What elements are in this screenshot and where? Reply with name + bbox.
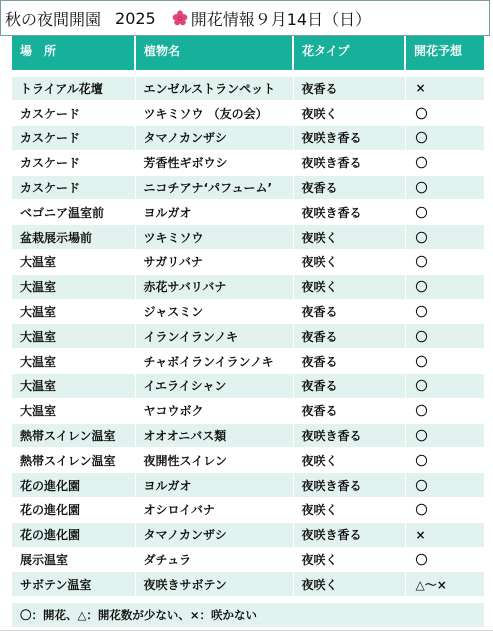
cell-plant-name: ヨルガオ [135, 200, 293, 225]
cell-location: サボテン温室 [12, 572, 135, 597]
table-row [12, 150, 484, 175]
table-row [12, 572, 484, 597]
table-row [12, 448, 484, 473]
cell-plant-name: ツキミソウ [135, 225, 293, 250]
cell-bloom-forecast: 〇 [405, 250, 484, 275]
column-header-flower-type: 花タイプ [293, 36, 405, 70]
cell-location: 展示温室 [12, 547, 135, 572]
cell-plant-name: オシロイバナ [135, 498, 293, 523]
table-row [12, 423, 484, 448]
cell-plant-name: ダチュラ [135, 547, 293, 572]
cell-location: 大温室 [12, 250, 135, 275]
table-header-row [12, 36, 484, 70]
cell-bloom-forecast: 〇 [405, 398, 484, 423]
cell-location: 熱帯スイレン温室 [12, 423, 135, 448]
table-row [12, 374, 484, 399]
cell-location: 花の進化園 [12, 473, 135, 498]
cell-bloom-forecast: 〇 [405, 473, 484, 498]
cell-bloom-forecast: 〇 [405, 547, 484, 572]
cell-location: 花の進化園 [12, 522, 135, 547]
cell-bloom-forecast: 〇 [405, 349, 484, 374]
cell-bloom-forecast: 〇 [405, 274, 484, 299]
cell-flower-type: 夜咲き香る [293, 423, 405, 448]
column-header-plant: 植物名 [135, 36, 293, 70]
bloom-info-label: 開花情報９月14日（日） [190, 9, 372, 29]
table-row [12, 76, 484, 101]
cell-flower-type: 夜咲く [293, 274, 405, 299]
page-title: 秋の夜間開園 [5, 9, 102, 29]
cell-bloom-forecast: 〇 [405, 126, 484, 151]
cell-flower-type: 夜咲き香る [293, 150, 405, 175]
cell-plant-name: ツキミソウ （友の会） [135, 101, 293, 126]
cell-flower-type: 夜咲く [293, 547, 405, 572]
cell-plant-name: タマノカンザシ [135, 126, 293, 151]
cell-flower-type: 夜咲く [293, 498, 405, 523]
cell-location: ベゴニア温室前 [12, 200, 135, 225]
cell-location: 大温室 [12, 398, 135, 423]
cell-location: カスケード [12, 150, 135, 175]
bloom-table-sheet [12, 36, 484, 628]
cell-location: 熱帯スイレン温室 [12, 448, 135, 473]
table-row [12, 547, 484, 572]
hibiscus-flower-icon [172, 10, 188, 26]
table-row [12, 398, 484, 423]
cell-bloom-forecast: 〇 [405, 324, 484, 349]
cell-flower-type: 夜香る [293, 398, 405, 423]
cell-plant-name: ニコチアナ‘パフューム’ [135, 175, 293, 200]
table-row [12, 522, 484, 547]
cell-flower-type: 夜香る [293, 349, 405, 374]
cell-flower-type: 夜咲く [293, 250, 405, 275]
cell-bloom-forecast: 〇 [405, 448, 484, 473]
cell-flower-type: 夜香る [293, 374, 405, 399]
divider [0, 630, 493, 631]
cell-bloom-forecast: △～× [405, 572, 484, 597]
table-row [12, 299, 484, 324]
cell-plant-name: イエライシャン [135, 374, 293, 399]
cell-plant-name: 赤花サバリバナ [135, 274, 293, 299]
cell-bloom-forecast: 〇 [405, 374, 484, 399]
cell-bloom-forecast: × [405, 76, 484, 101]
cell-bloom-forecast: 〇 [405, 225, 484, 250]
title-bar [0, 0, 490, 36]
table-row [12, 349, 484, 374]
table-row [12, 200, 484, 225]
cell-plant-name: エンゼルストランペット [135, 76, 293, 101]
cell-flower-type: 夜香る [293, 76, 405, 101]
cell-flower-type: 夜咲く [293, 101, 405, 126]
cell-bloom-forecast: 〇 [405, 498, 484, 523]
cell-plant-name: タマノカンザシ [135, 522, 293, 547]
cell-plant-name: ジャスミン [135, 299, 293, 324]
table-row [12, 175, 484, 200]
column-header-bloom-forecast: 開花予想 [405, 36, 484, 70]
cell-location: カスケード [12, 175, 135, 200]
table-row [12, 324, 484, 349]
cell-location: カスケード [12, 101, 135, 126]
cell-bloom-forecast: 〇 [405, 423, 484, 448]
cell-plant-name: イランイランノキ [135, 324, 293, 349]
year-label: 2025 [115, 8, 156, 28]
cell-flower-type: 夜咲き香る [293, 522, 405, 547]
cell-bloom-forecast: 〇 [405, 200, 484, 225]
cell-bloom-forecast: × [405, 522, 484, 547]
cell-flower-type: 夜咲く [293, 572, 405, 597]
cell-location: 大温室 [12, 374, 135, 399]
cell-plant-name: 芳香性ギボウシ [135, 150, 293, 175]
cell-location: 大温室 [12, 324, 135, 349]
cell-bloom-forecast: 〇 [405, 101, 484, 126]
table-row [12, 126, 484, 151]
table-row [12, 250, 484, 275]
cell-flower-type: 夜香る [293, 299, 405, 324]
cell-location: 盆栽展示場前 [12, 225, 135, 250]
cell-flower-type: 夜香る [293, 324, 405, 349]
cell-bloom-forecast: 〇 [405, 150, 484, 175]
cell-plant-name: オオオニバス類 [135, 423, 293, 448]
bloom-table [12, 36, 484, 597]
cell-plant-name: サガリバナ [135, 250, 293, 275]
table-row [12, 101, 484, 126]
table-row [12, 274, 484, 299]
cell-flower-type: 夜咲き香る [293, 200, 405, 225]
cell-location: カスケード [12, 126, 135, 151]
cell-location: 大温室 [12, 274, 135, 299]
cell-plant-name: 夜咲きサボテン [135, 572, 293, 597]
cell-flower-type: 夜咲き香る [293, 473, 405, 498]
table-row [12, 473, 484, 498]
cell-plant-name: 夜開性スイレン [135, 448, 293, 473]
cell-bloom-forecast: 〇 [405, 299, 484, 324]
cell-flower-type: 夜香る [293, 175, 405, 200]
cell-plant-name: ヨルガオ [135, 473, 293, 498]
table-row [12, 225, 484, 250]
column-header-location: 場 所 [12, 36, 135, 70]
cell-plant-name: チャボイランイランノキ [135, 349, 293, 374]
cell-location: 大温室 [12, 349, 135, 374]
cell-location: 花の進化園 [12, 498, 135, 523]
legend-note: 〇：開花、△：開花数が少ない、×：咲かない [12, 603, 484, 627]
cell-flower-type: 夜咲く [293, 448, 405, 473]
cell-plant-name: ヤコウボク [135, 398, 293, 423]
cell-location: 大温室 [12, 299, 135, 324]
cell-location: トライアル花壇 [12, 76, 135, 101]
cell-bloom-forecast: 〇 [405, 175, 484, 200]
cell-flower-type: 夜咲く [293, 225, 405, 250]
cell-flower-type: 夜咲き香る [293, 126, 405, 151]
table-row [12, 498, 484, 523]
